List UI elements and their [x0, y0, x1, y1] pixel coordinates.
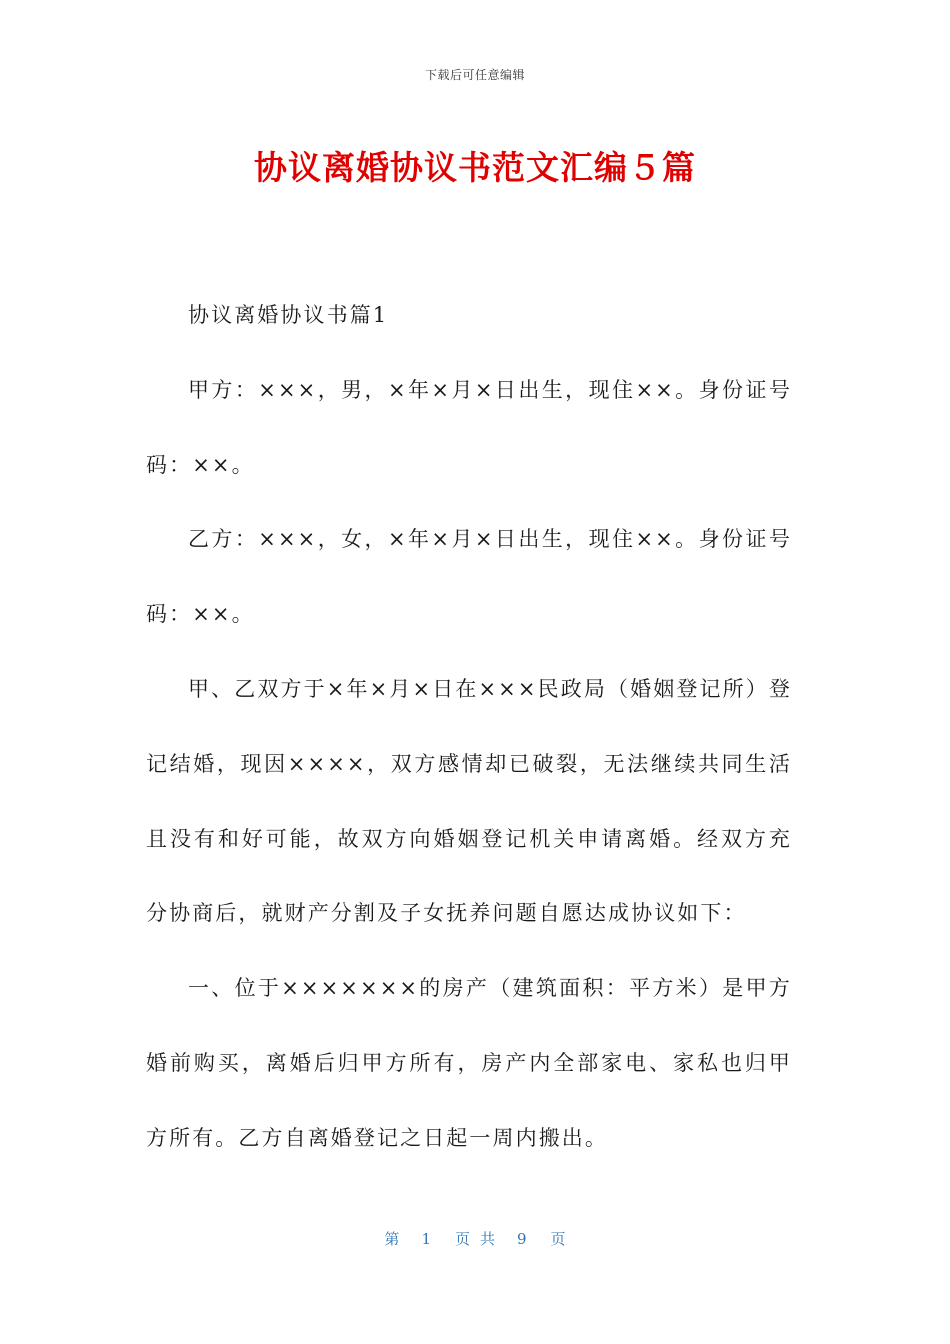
footer-suffix: 页 — [550, 1230, 566, 1248]
footer-middle: 页共 — [454, 1230, 505, 1248]
section-heading: 协议离婚协议书篇1 — [188, 303, 389, 327]
footer-current-page: 1 — [421, 1230, 431, 1248]
footer-prefix: 第 — [384, 1230, 400, 1248]
header-note: 下载后可任意编辑 — [424, 68, 525, 82]
paragraph-background: 甲、乙双方于×年×月×日在×××民政局（婚姻登记所）登记结婚，现因××××，双方感情却已破裂，无法继续共同生活且没有和好可能，故双方向婚姻登记机关申请离婚。经双方充分协商后，就财产分割及子女抚养问题自愿达成协议如下： — [146, 676, 792, 926]
paragraph-party-a: 甲方：×××，男，×年×月×日出生，现住××。身份证号码：××。 — [146, 377, 792, 477]
paragraph-clause-one: 一、位于×××××××的房产（建筑面积：平方米）是甲方婚前购买，离婚后归甲方所有，房产内全部家电、家私也归甲方所有。乙方自离婚登记之日起一周内搬出。 — [146, 976, 792, 1150]
paragraph-party-b: 乙方：×××，女，×年×月×日出生，现住××。身份证号码：××。 — [146, 527, 792, 627]
footer-total-pages: 9 — [517, 1230, 527, 1248]
document-body — [146, 278, 792, 1176]
document-title: 协议离婚协议书范文汇编５篇 — [254, 148, 696, 187]
page-footer — [0, 1228, 950, 1249]
